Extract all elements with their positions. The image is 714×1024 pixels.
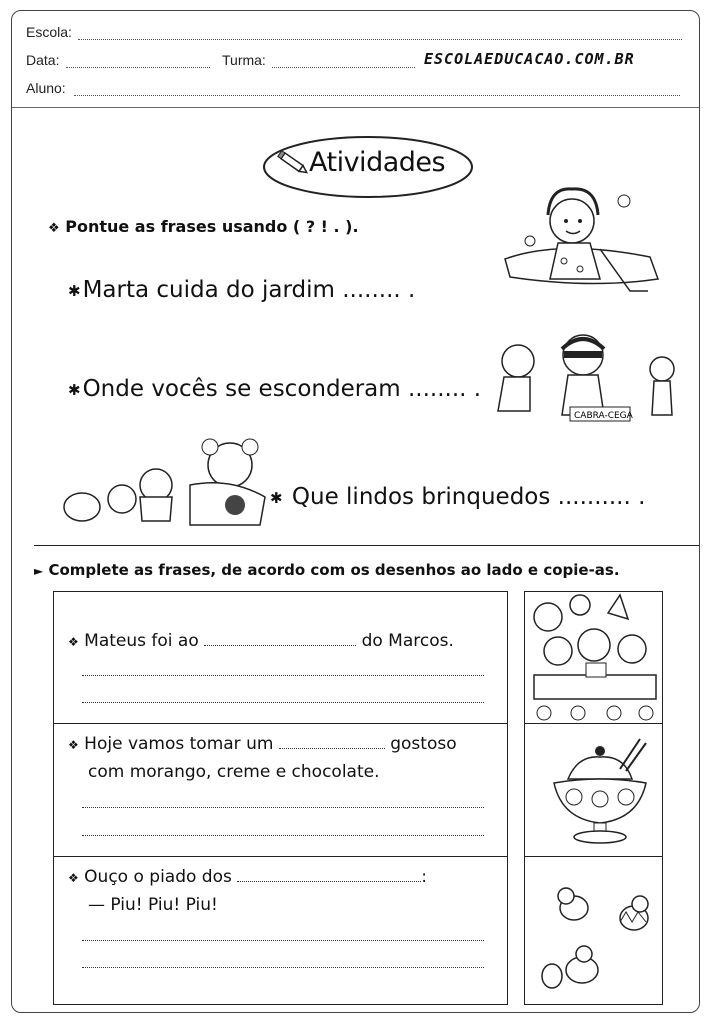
sentence-3 [270, 484, 645, 510]
item-2-line2: com morango, creme e chocolate. [88, 762, 380, 782]
sentence-2 [68, 376, 481, 402]
item-1-copy-line-1[interactable] [82, 675, 484, 676]
section1-instruction [48, 217, 359, 236]
asterisk-icon: ✱ [270, 488, 283, 507]
girl-gardening-illustration [500, 179, 665, 304]
asterisk-icon: ✱ [68, 380, 81, 399]
header-divider [12, 107, 699, 108]
data-field[interactable] [66, 67, 210, 68]
escola-label: Escola: [26, 24, 72, 40]
item-3-copy-line-2[interactable] [82, 967, 484, 968]
item-2-after: gostoso [390, 734, 457, 754]
ice-cream-sundae-illustration [528, 727, 660, 853]
item-3-before: Ouço o piado dos [84, 867, 232, 887]
pencil-icon [278, 151, 309, 176]
item-3-copy-line-1[interactable] [82, 940, 484, 941]
sentence-3-text: Que lindos brinquedos .......... . [291, 484, 646, 510]
item-3-after: : [421, 867, 427, 887]
title-badge [261, 133, 475, 201]
data-label: Data: [26, 52, 60, 68]
aluno-label: Aluno: [26, 80, 66, 96]
section2-instruction-text: Complete as frases, de acordo com os desenhos ao lado e copie-as. [48, 561, 620, 579]
sentence-1 [68, 277, 415, 303]
page-title: Atividades [309, 147, 446, 178]
item-3-line2: — Piu! Piu! Piu! [88, 895, 218, 915]
toys-illustration [60, 437, 275, 537]
cabra-cega-illustration [478, 319, 683, 434]
escola-field[interactable] [78, 39, 682, 40]
exercise-item-2 [68, 731, 457, 786]
worksheet-frame [11, 10, 700, 1013]
exercise-box-1 [53, 591, 508, 724]
diamond-bullet-icon: ❖ [68, 871, 79, 885]
triangle-arrow-icon: ► [34, 564, 44, 578]
sentence-2-text: Onde vocês se esconderam ........ . [82, 376, 482, 402]
section2-instruction [34, 561, 620, 579]
section1-instruction-text: Pontue as frases usando ( ? ! . ). [65, 217, 359, 236]
item-2-copy-line-2[interactable] [82, 835, 484, 836]
turma-label: Turma: [222, 52, 266, 68]
item-1-copy-line-2[interactable] [82, 702, 484, 703]
item-1-before: Mateus foi ao [84, 631, 199, 651]
item-2-before: Hoje vamos tomar um [84, 734, 274, 754]
section-divider [34, 545, 699, 546]
item-3-blank[interactable] [237, 881, 421, 882]
chicks-illustration [528, 860, 660, 1001]
birthday-party-illustration [528, 595, 660, 721]
item-1-blank[interactable] [204, 645, 356, 646]
sentence-1-text: Marta cuida do jardim ........ . [82, 277, 416, 303]
exercise-item-3 [68, 864, 427, 919]
diamond-bullet-icon: ❖ [68, 635, 79, 649]
diamond-bullet-icon: ❖ [68, 738, 79, 752]
aluno-field[interactable] [74, 95, 680, 96]
turma-field[interactable] [272, 67, 415, 68]
item-1-after: do Marcos. [361, 631, 454, 651]
diamond-bullet-icon: ❖ [48, 221, 60, 236]
item-2-blank[interactable] [279, 748, 385, 749]
asterisk-icon: ✱ [68, 281, 81, 300]
item-2-copy-line-1[interactable] [82, 807, 484, 808]
cabra-cega-caption: CABRA-CEGA [574, 411, 633, 421]
exercise-item-1 [68, 628, 454, 656]
site-name: ESCOLAEDUCACAO.COM.BR [424, 50, 635, 68]
